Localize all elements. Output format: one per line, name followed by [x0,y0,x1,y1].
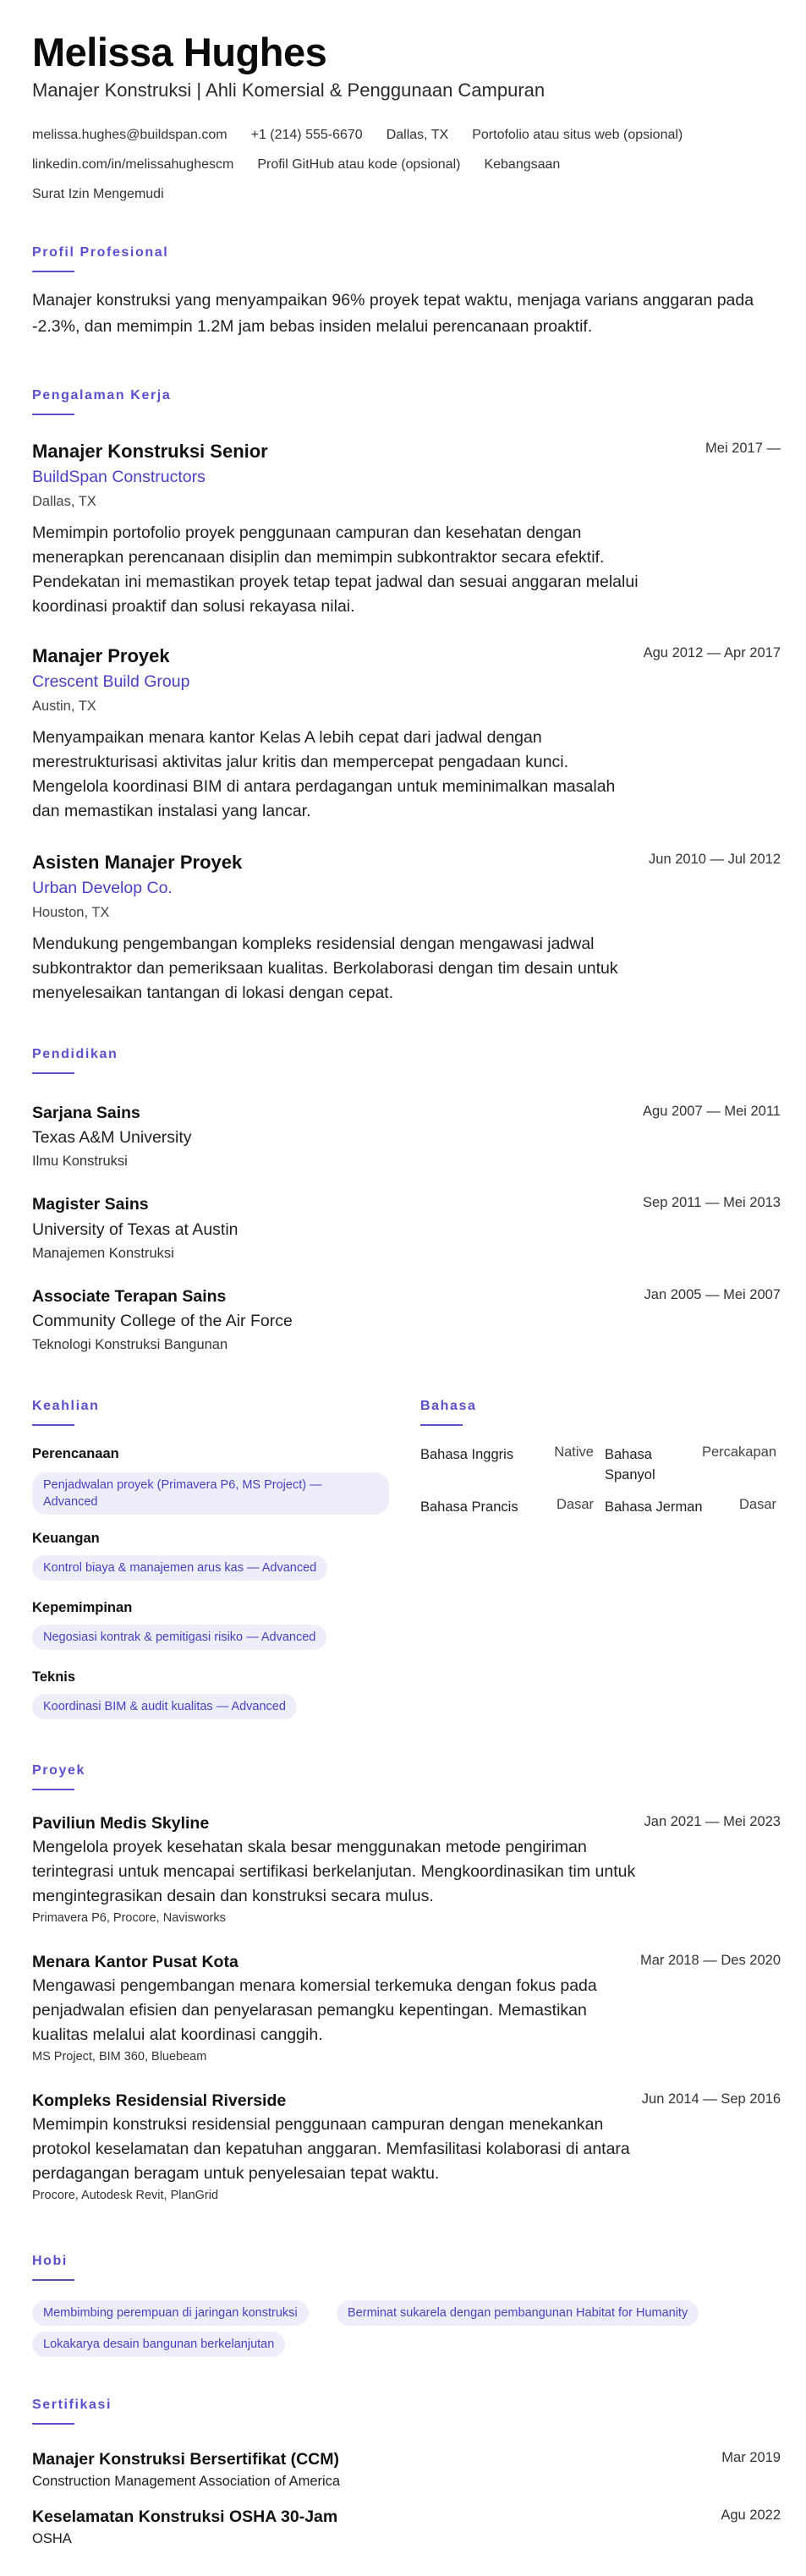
education-school: Community College of the Air Force [32,1312,293,1330]
education-degree: Magister Sains [32,1195,149,1214]
project-dates: Mar 2018 — Des 2020 [639,1953,781,1968]
language-level: Percakapan [701,1444,776,1460]
language-level: Native [554,1444,594,1460]
job-title: Manajer Proyek [32,645,170,666]
contact-email[interactable]: melissa.hughes@buildspan.com [32,128,228,142]
job-dates: Mei 2017 — [705,441,781,456]
skill-category: Keuangan [32,1531,100,1546]
contact-linkedin[interactable]: linkedin.com/in/melissahughescm [32,157,234,172]
certification-name: Keselamatan Konstruksi OSHA 30-Jam [32,2507,338,2526]
certification-org: OSHA [32,2531,72,2546]
skill-category: Perencanaan [32,1446,119,1461]
job-company: BuildSpan Constructors [32,468,206,486]
education-dates: Agu 2007 — Mei 2011 [643,1104,781,1119]
education-school: University of Texas at Austin [32,1220,239,1239]
skill-chip: Negosiasi kontrak & pemitigasi risiko — Advanced [32,1625,326,1650]
project-description: Mengelola proyek kesehatan skala besar menggunakan metode pengiriman terintegrasi untuk mencapai sertifikasi berkelanjutan. Mengkoordinasikan tim untuk mengintegrasikan desain dan konstruksi secara mulus. [32,1838,636,1905]
language-level: Dasar [556,1497,594,1512]
job-description: Menyampaikan menara kantor Kelas A lebih cepat dari jadwal dengan merestrukturisasi aktivitas jalur kritis dan mempercepat pengadaan kunci. Mengelola koordinasi BIM di antara perdagangan untuk meminimalkan masalah dan memastikan instalasi yang lancar. [32,728,616,820]
education-degree: Sarjana Sains [32,1104,140,1122]
candidate-headline: Manajer Konstruksi | Ahli Komersial & Penggunaan Campuran [32,79,546,101]
contact-driving-license: Surat Izin Mengemudi [32,187,164,201]
certification-org: Construction Management Association of America [32,2474,341,2489]
contact-phone[interactable]: +1 (214) 555-6670 [250,128,363,142]
contact-nationality: Kebangsaan [484,157,561,172]
job-company: Urban Develop Co. [32,879,173,897]
project-tools: MS Project, BIM 360, Bluebeam [32,2050,207,2064]
job-dates: Jun 2010 — Jul 2012 [649,852,781,867]
section-title-education: Pendidikan [32,1047,118,1061]
certification-name: Manajer Konstruksi Bersertifikat (CCM) [32,2450,339,2469]
education-field: Ilmu Konstruksi [32,1154,128,1169]
project-name: Paviliun Medis Skyline [32,1814,210,1833]
education-field: Manajemen Konstruksi [32,1246,174,1261]
job-dates: Agu 2012 — Apr 2017 [643,645,781,660]
skill-category: Kepemimpinan [32,1600,133,1615]
language-name: Bahasa Jerman [605,1499,703,1515]
section-title-certifications: Sertifikasi [32,2398,112,2412]
skill-chip: Penjadwalan proyek (Primavera P6, MS Project) — Advanced [32,1472,389,1515]
section-title-hobbies: Hobi [32,2254,68,2268]
certification-date: Mar 2019 [721,2450,781,2465]
section-title-languages: Bahasa [420,1399,477,1413]
hobby-chip: Membimbing perempuan di jaringan konstruksi [32,2300,309,2326]
skill-chip: Kontrol biaya & manajemen arus kas — Advanced [32,1555,327,1581]
section-title-projects: Proyek [32,1763,85,1778]
project-dates: Jan 2021 — Mei 2023 [644,1814,781,1829]
section-title-experience: Pengalaman Kerja [32,388,172,403]
job-location: Houston, TX [32,905,110,920]
hobby-chip: Lokakarya desain bangunan berkelanjutan [32,2332,285,2357]
skill-chip: Koordinasi BIM & audit kualitas — Advanced [32,1694,297,1719]
job-description: Mendukung pengembangan kompleks residensial dengan mengawasi jadwal subkontraktor dan pemeriksaan kualitas. Berkolaborasi dengan tim desain untuk menyelesaikan tantangan di lokasi dengan cepat. [32,934,618,1002]
contact-github[interactable]: Profil GitHub atau kode (opsional) [257,157,461,172]
education-dates: Sep 2011 — Mei 2013 [643,1195,781,1210]
profile-summary: Manajer konstruksi yang menyampaikan 96% proyek tepat waktu, menjaga varians anggaran pada -2.3%, dan memimpin 1.2M jam bebas insiden melalui perencanaan proaktif. [32,291,754,336]
language-name: Bahasa Inggris [420,1447,514,1462]
job-location: Austin, TX [32,699,96,714]
project-tools: Primavera P6, Procore, Navisworks [32,1911,226,1925]
project-name: Kompleks Residensial Riverside [32,2091,287,2110]
education-degree: Associate Terapan Sains [32,1287,227,1306]
job-description: Memimpin portofolio proyek penggunaan campuran dan kesehatan dengan menerapkan perencanaan disiplin dan memimpin subkontraktor secara efektif. Pendekatan ini memastikan proyek tetap tepat jadwal dan sesuai anggaran melalui koordinasi proaktif dan solusi rekayasa nilai. [32,523,639,616]
language-name: Bahasa Spanyol [605,1447,655,1483]
project-description: Memimpin konstruksi residensial penggunaan campuran dengan menekankan protokol keselamatan dan kepatuhan anggaran. Memfasilitasi kolaborasi di antara perdagangan beragam untuk penyelesaian tepat waktu. [32,2115,630,2183]
job-title: Asisten Manajer Proyek [32,852,243,873]
education-field: Teknologi Konstruksi Bangunan [32,1337,228,1352]
contact-location: Dallas, TX [386,128,449,142]
project-name: Menara Kantor Pusat Kota [32,1953,239,1971]
hobby-chip: Berminat sukarela dengan pembangunan Habitat for Humanity [337,2300,699,2326]
project-dates: Jun 2014 — Sep 2016 [641,2091,781,2107]
contact-portfolio[interactable]: Portofolio atau situs web (opsional) [472,128,683,142]
job-location: Dallas, TX [32,494,96,509]
skill-category: Teknis [32,1669,76,1685]
contact-list [32,120,776,209]
education-school: Texas A&M University [32,1128,192,1147]
candidate-name: Melissa Hughes [32,30,327,74]
education-dates: Jan 2005 — Mei 2007 [644,1287,781,1302]
project-description: Mengawasi pengembangan menara komersial terkemuka dengan fokus pada penjadwalan efisien dan penyelarasan pemangku kepentingan. Memastikan kualitas melalui alat koordinasi canggih. [32,1976,597,2044]
section-title-profile: Profil Profesional [32,245,169,260]
job-title: Manajer Konstruksi Senior [32,441,268,462]
section-title-skills: Keahlian [32,1399,100,1413]
job-company: Crescent Build Group [32,672,190,691]
certification-date: Agu 2022 [721,2507,781,2523]
language-level: Dasar [738,1497,776,1512]
language-name: Bahasa Prancis [420,1499,518,1515]
project-tools: Procore, Autodesk Revit, PlanGrid [32,2189,219,2202]
